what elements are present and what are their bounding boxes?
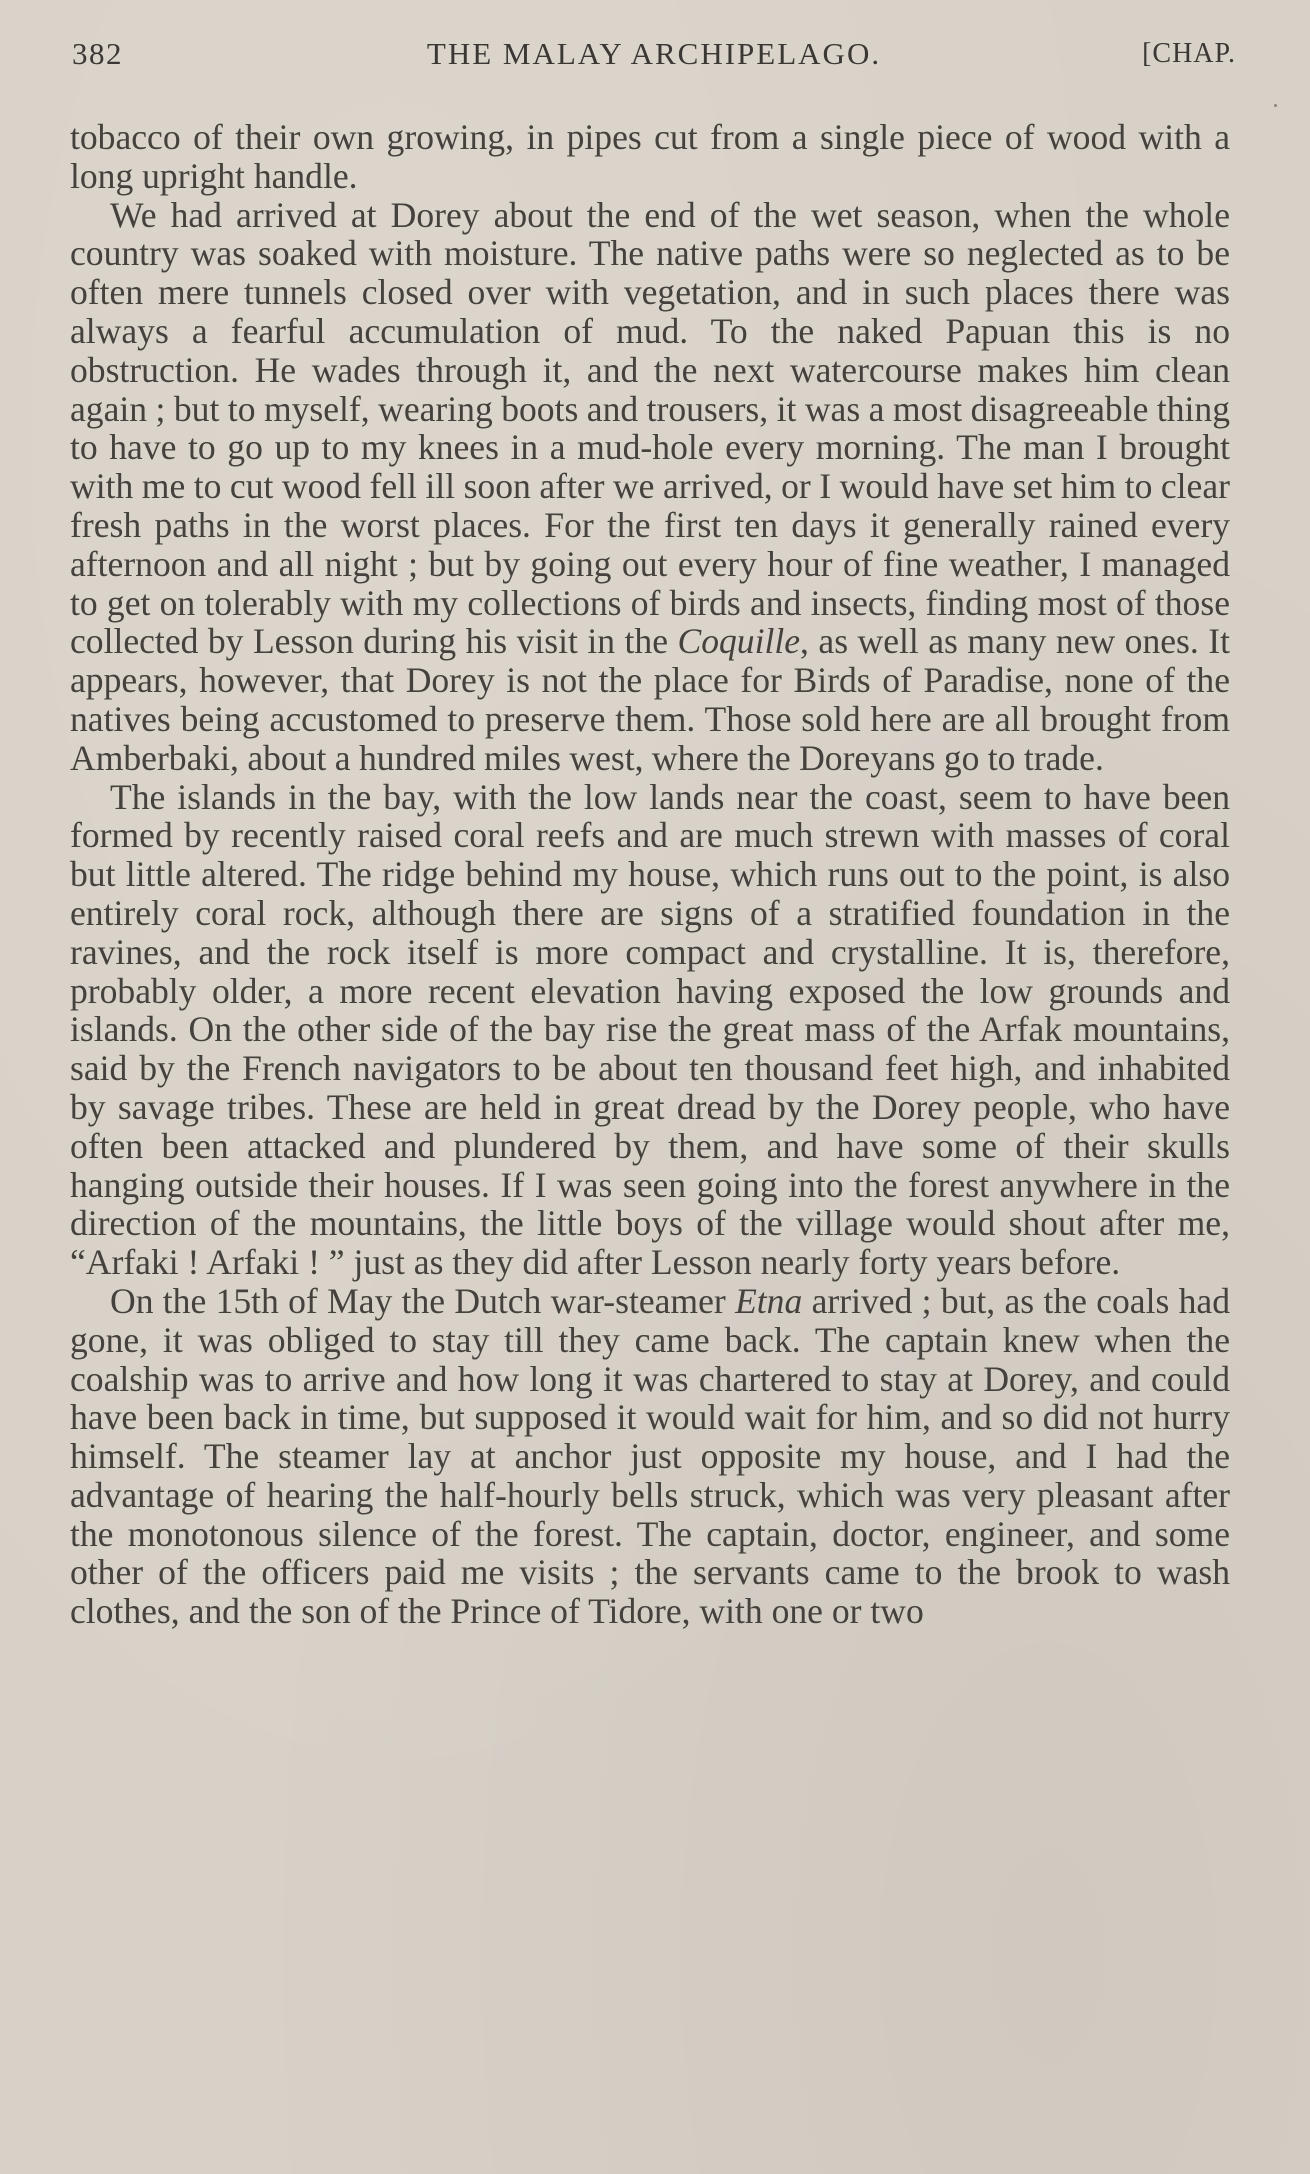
paragraph-text: On the 15th of May the Dutch war-steamer (110, 1280, 736, 1321)
italic-ship-name: Coquille (677, 621, 801, 662)
page-number: 382 (72, 36, 123, 71)
chapter-mark: [CHAP. (1142, 38, 1236, 69)
paragraph-steamer (70, 1282, 1230, 1631)
page-body (70, 118, 1230, 1631)
paragraph-dorey-arrival (70, 196, 1230, 778)
paragraph-text: tobacco of their own growing, in pipes cut from a single piece of wood with a long upright handle. (70, 117, 1230, 196)
paragraph-text: The islands in the bay, with the low lands near the coast, seem to have been formed by recently raised coral reefs and are much strewn with masses of coral but little altered. The ridge behind my house, which runs out to the point, is also entirely coral rock, although there are signs of a stratified foundation in the ravines, and the rock itself is more compact and crystalline. It is, therefore, probably older, a more recent elevation having exposed the low grounds and islands. On the other side of the bay rise the great mass of the Arfak mountains, said by the French navigators to be about ten thousand feet high, and inhabited by savage tribes. These are held in great dread by the Dorey people, who have often been attacked and plundered by them, and have some of their skulls hanging outside their houses. If I was seen going into the forest anywhere in the direction of the mountains, the little boys of the village would shout after me, “Arfaki ! Arfaki ! ” just as they did after Lesson nearly forty years before. (70, 776, 1230, 1283)
page-header (72, 36, 1236, 76)
paragraph-islands (70, 778, 1230, 1282)
paragraph-text: , as well as many new ones. It appears, however, that Dorey is not the place for Birds of Paradise, none of the natives being accustomed to preserve them. Those sold here are all brought from Amberbaki, about a hundred miles west, where the Doreyans go to trade. (70, 621, 1231, 778)
italic-ship-name: Etna (735, 1280, 803, 1321)
paragraph-continuation (70, 118, 1230, 196)
paragraph-text: We had arrived at Dorey about the end of the wet season, when the whole country was soaked with moisture. The native paths were so neglected as to be often mere tunnels closed over with vegetation, and in such places there was always a fearful accumulation of mud. To the naked Papuan this is no obstruction. He wades through it, and the next watercourse makes him clean again ; but to myself, wearing boots and trousers, it was a most disagreeable thing to have to go up to my knees in a mud-hole every morning. The man I brought with me to cut wood fell ill soon after we arrived, or I would have set him to clear fresh paths in the worst places. For the first ten days it generally rained every afternoon and all night ; but by going out every hour of fine weather, I managed to get on tolerably with my collections of birds and insects, finding most of those collected by Lesson during his visit in the (70, 194, 1230, 662)
running-title: THE MALAY ARCHIPELAGO. (426, 36, 882, 71)
paper-speck (1274, 104, 1277, 107)
paragraph-text: arrived ; but, as the coals had gone, it was obliged to stay till they came back. The captain knew when the coalship was to arrive and how long it was chartered to stay at Dorey, and could have been back in time, but supposed it would wait for him, and so did not hurry himself. The steamer lay at anchor just opposite my house, and I had the advantage of hearing the half-hourly bells struck, which was very pleasant after the monotonous silence of the forest. The captain, doctor, engineer, and some other of the officers paid me visits ; the servants came to the brook to wash clothes, and the son of the Prince of Tidore, with one or two (70, 1280, 1231, 1632)
